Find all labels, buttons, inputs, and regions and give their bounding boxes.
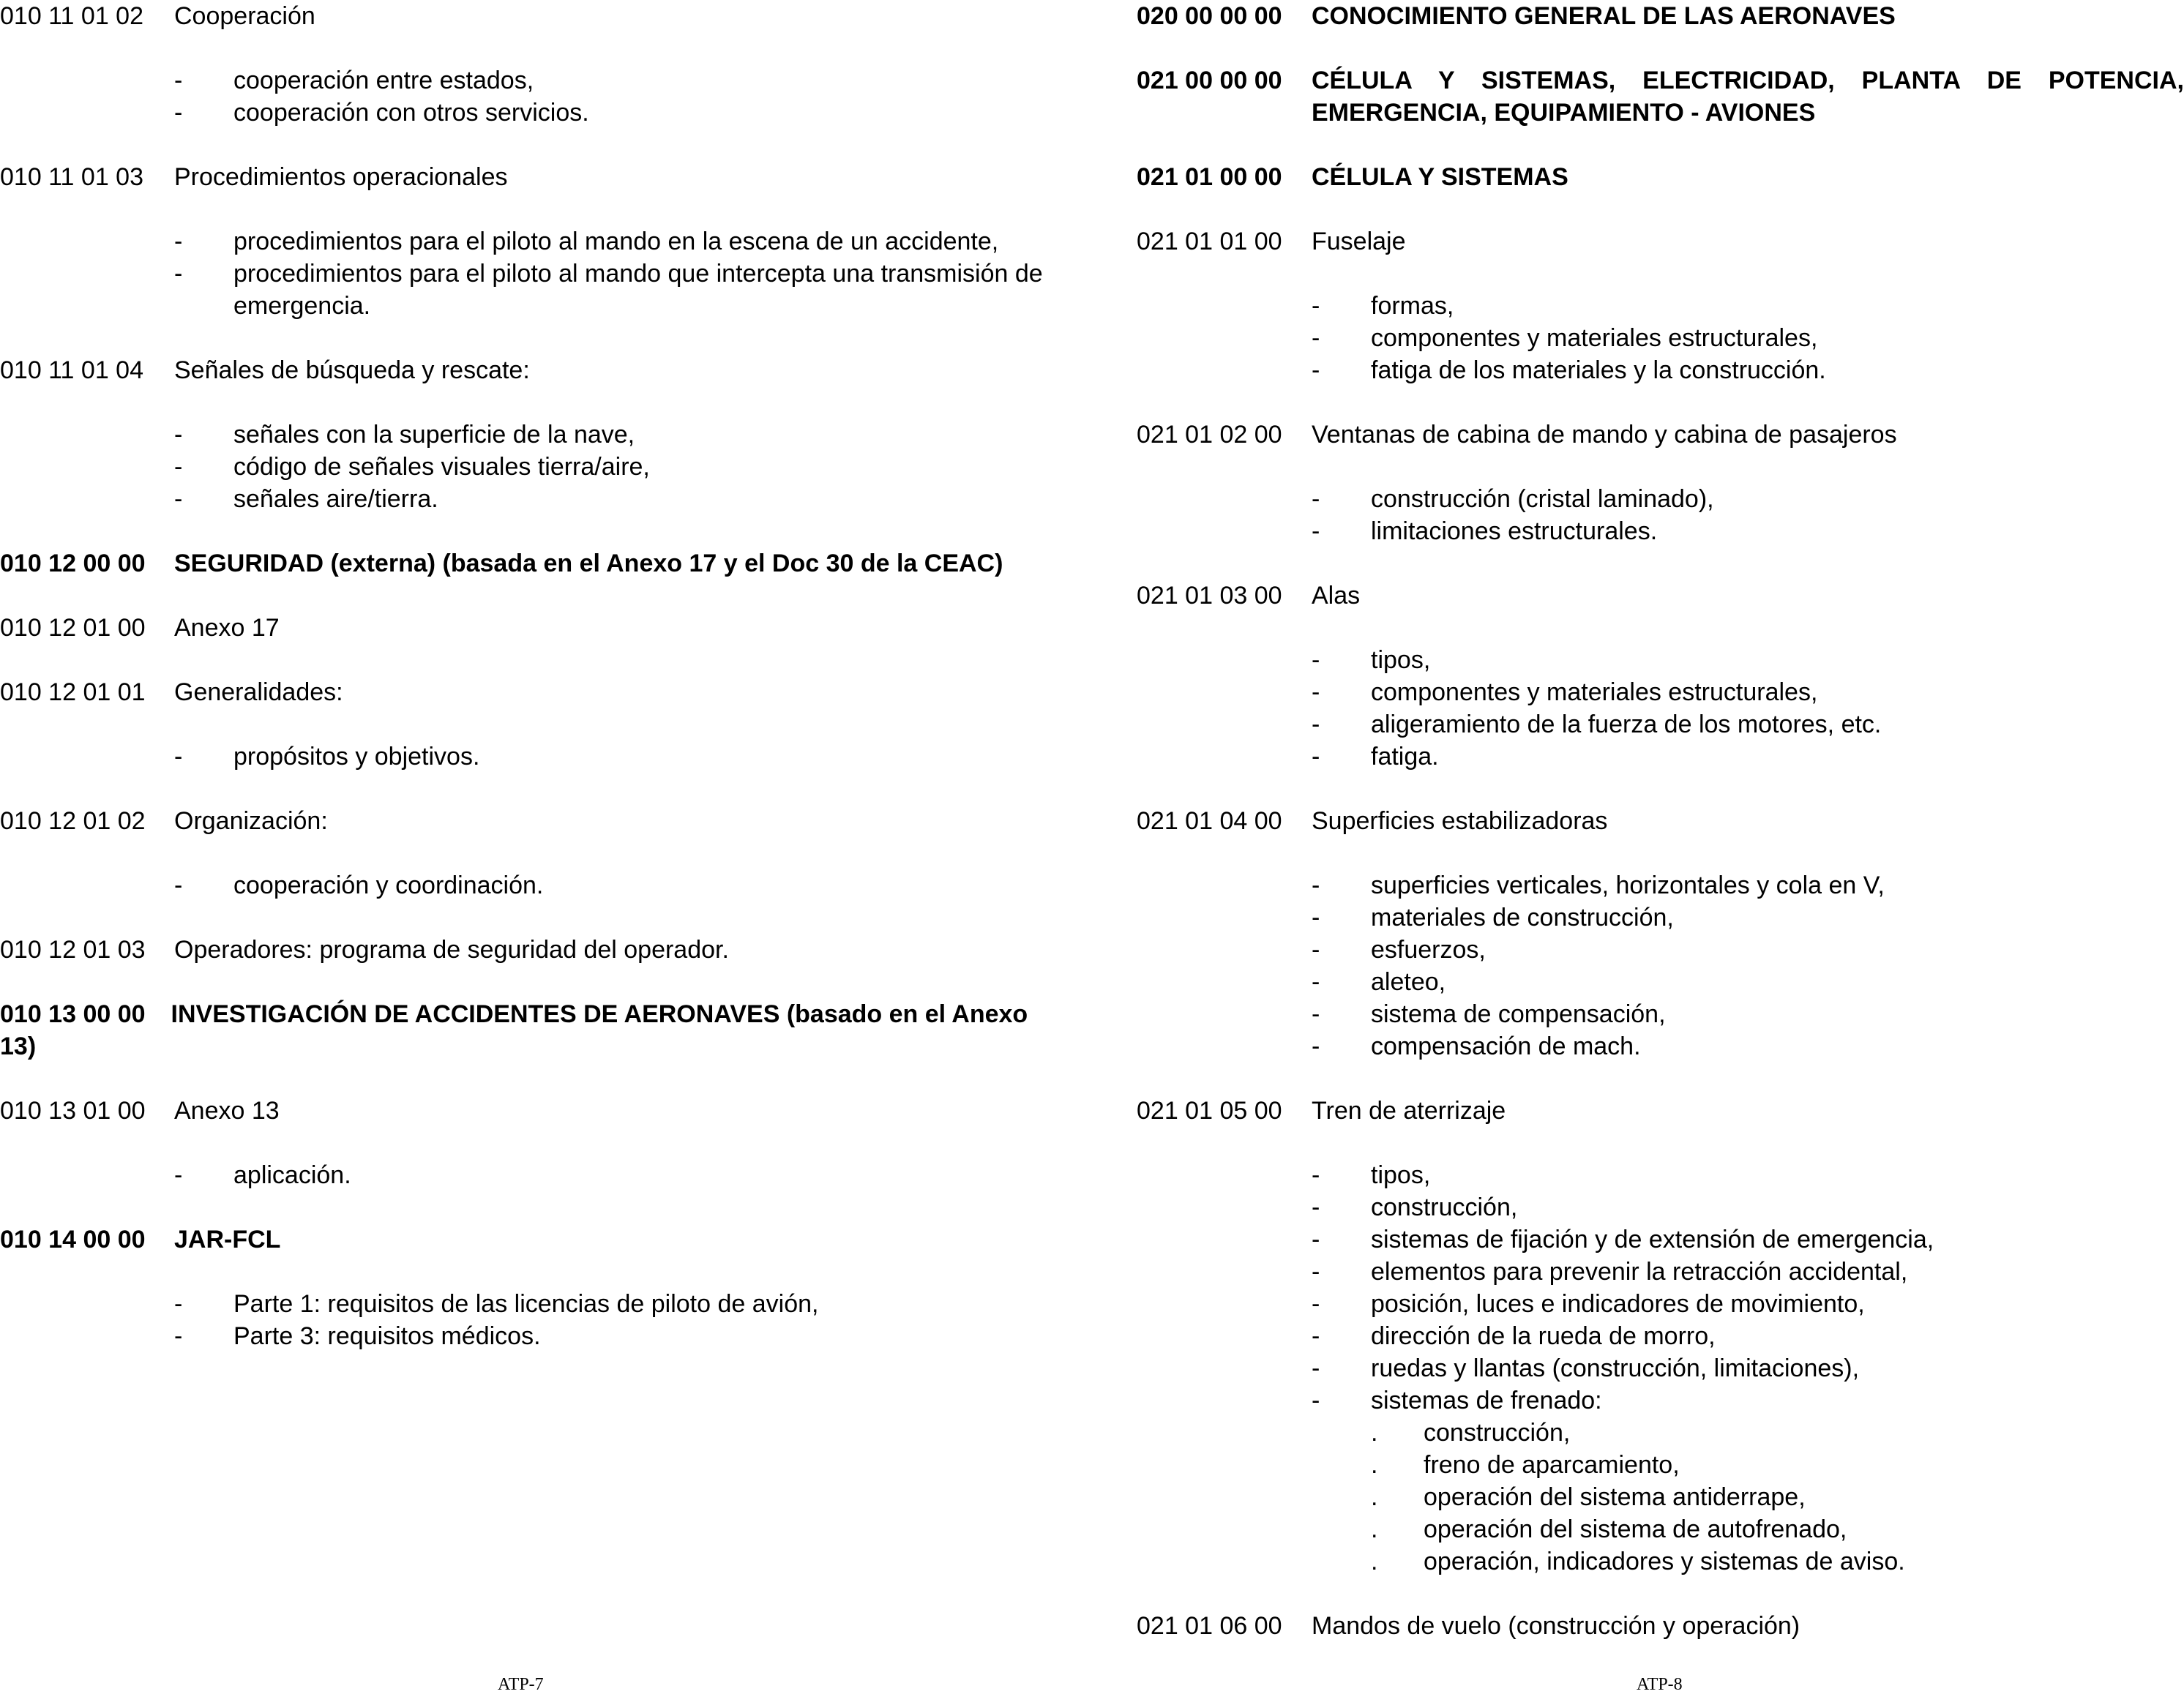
bullet-list [1137,483,2184,547]
sub-list-item [1137,1449,2184,1481]
section-heading [1137,419,2184,451]
section-code: 010 13 00 00 [0,1000,146,1028]
dash-marker: - [1312,292,1320,320]
bullet-list [1137,1159,2184,1578]
bullet-list [0,225,1054,322]
section [0,1223,1054,1352]
list-item [0,97,1054,129]
list-item [1137,1384,2184,1417]
sub-list-item-text: freno de aparcamiento, [1424,1451,1680,1479]
bullet-list [0,1159,1054,1191]
bullet-list [1137,644,2184,773]
section-heading [0,354,1054,386]
list-item [0,451,1054,483]
section-title: CÉLULA Y SISTEMAS [1312,163,1568,191]
dash-marker: - [1312,485,1320,513]
dash-marker: - [1312,1258,1320,1286]
bullet-list [0,741,1054,773]
section-heading [0,676,1054,708]
dash-marker: - [1312,324,1320,352]
section [0,612,1054,644]
section-code: 010 12 01 02 [0,807,146,835]
sub-list-item [1137,1545,2184,1578]
list-item-text: Parte 1: requisitos de las licencias de piloto de avión, [233,1290,819,1318]
list-item [1137,644,2184,676]
section-title: CÉLULA Y SISTEMAS, ELECTRICIDAD, PLANTA DE POTENCIA, EMERGENCIA, EQUIPAMIENTO - AVIONES [1312,67,2184,127]
dash-marker: - [174,1161,183,1189]
dot-marker: . [1371,1548,1378,1575]
list-item-text: componentes y materiales estructurales, [1371,678,1818,706]
section [0,0,1054,129]
list-item [1137,1256,2184,1288]
section-title: Operadores: programa de seguridad del operador. [174,936,729,964]
section-heading [1137,225,2184,258]
list-item-text: fatiga. [1371,743,1439,771]
section-title: Mandos de vuelo (construcción y operación) [1312,1612,1800,1640]
list-item-text: esfuerzos, [1371,936,1486,964]
list-item [1137,322,2184,354]
bullet-list [1137,869,2184,1063]
section-code: 021 00 00 00 [1137,67,1282,94]
list-item-text: fatiga de los materiales y la construcción. [1371,356,1826,384]
section-title: Anexo 17 [174,614,280,642]
dash-marker: - [174,485,183,513]
section-code: 010 12 01 03 [0,936,146,964]
dash-marker: - [1312,1226,1320,1253]
section-title: Organización: [174,807,328,835]
list-item [1137,483,2184,515]
section-title: Tren de aterrizaje [1312,1097,1506,1125]
dash-marker: - [1312,678,1320,706]
bullet-list [0,1288,1054,1352]
section-code: 010 13 01 00 [0,1097,146,1125]
section [1137,0,2184,32]
dash-marker: - [174,99,183,127]
list-item [1137,741,2184,773]
list-item [1137,1159,2184,1191]
list-item-text: sistemas de frenado: [1371,1387,1602,1414]
dash-marker: - [174,67,183,94]
dash-marker: - [1312,356,1320,384]
list-item-text: tipos, [1371,1161,1431,1189]
section-code: 010 12 01 00 [0,614,146,642]
section [1137,419,2184,547]
section-heading [0,998,1054,1063]
sub-list-item [1137,1417,2184,1449]
section [1137,1095,2184,1578]
list-item [1137,1352,2184,1384]
dash-marker: - [174,453,183,481]
section [0,547,1054,580]
list-item [1137,869,2184,902]
left-page [0,0,1054,1384]
list-item-text: aligeramiento de la fuerza de los motores, etc. [1371,711,1882,738]
section-code: 010 14 00 00 [0,1226,146,1253]
dash-marker: - [174,743,183,771]
list-item-text: sistema de compensación, [1371,1000,1666,1028]
section-code: 010 11 01 03 [0,163,143,191]
list-item-text: limitaciones estructurales. [1371,517,1658,545]
section-code: 021 01 00 00 [1137,163,1282,191]
dash-marker: - [1312,1000,1320,1028]
list-item [1137,1191,2184,1223]
section [1137,225,2184,386]
list-item-text: construcción (cristal laminado), [1371,485,1714,513]
list-item-text: sistemas de fijación y de extensión de emergencia, [1371,1226,1934,1253]
section [1137,805,2184,1063]
section [0,934,1054,966]
section-title: Cooperación [174,2,315,30]
list-item [0,258,1054,322]
list-item-text: elementos para prevenir la retracción accidental, [1371,1258,1908,1286]
list-item [0,64,1054,97]
section-heading [1137,805,2184,837]
list-item-text: dirección de la rueda de morro, [1371,1322,1716,1350]
list-item [0,419,1054,451]
dot-marker: . [1371,1451,1378,1479]
list-item [1137,902,2184,934]
list-item [0,1288,1054,1320]
list-item-text: posición, luces e indicadores de movimiento, [1371,1290,1865,1318]
bullet-list [1137,290,2184,386]
list-item [1137,354,2184,386]
dash-marker: - [1312,711,1320,738]
list-item-text: código de señales visuales tierra/aire, [233,453,650,481]
sub-list-item-text: operación, indicadores y sistemas de aviso. [1424,1548,1905,1575]
dash-marker: - [174,421,183,449]
section-code: 021 01 04 00 [1137,807,1282,835]
list-item-text: ruedas y llantas (construcción, limitaciones), [1371,1354,1860,1382]
section-title: Fuselaje [1312,228,1406,255]
list-item [1137,966,2184,998]
dash-marker: - [174,872,183,899]
section [0,354,1054,515]
dash-marker: - [1312,646,1320,674]
dash-marker: - [1312,1322,1320,1350]
section-title: CONOCIMIENTO GENERAL DE LAS AERONAVES [1312,2,1896,30]
dash-marker: - [174,1322,183,1350]
section-title: Anexo 13 [174,1097,280,1125]
section-code: 020 00 00 00 [1137,2,1282,30]
list-item-text: procedimientos para el piloto al mando que intercepta una transmisión de emergencia. [233,260,1043,320]
bullet-list [0,419,1054,515]
dash-marker: - [1312,1032,1320,1060]
section-code: 021 01 03 00 [1137,582,1282,610]
dash-marker: - [1312,936,1320,964]
section [1137,580,2184,773]
sub-list-item-text: construcción, [1424,1419,1571,1447]
list-item [0,1159,1054,1191]
dash-marker: - [1312,517,1320,545]
list-item-text: cooperación con otros servicios. [233,99,589,127]
list-item-text: aleteo, [1371,968,1446,996]
list-item [1137,934,2184,966]
section-heading [0,805,1054,837]
section-heading [0,161,1054,193]
section-heading [0,1223,1054,1256]
list-item [1137,1223,2184,1256]
list-item-text: señales con la superficie de la nave, [233,421,635,449]
list-item-text: señales aire/tierra. [233,485,438,513]
section-heading [0,1095,1054,1127]
dash-marker: - [174,228,183,255]
list-item [1137,1030,2184,1063]
list-item-text: compensación de mach. [1371,1032,1641,1060]
section-code: 021 01 01 00 [1137,228,1282,255]
dot-marker: . [1371,1515,1378,1543]
dash-marker: - [1312,1193,1320,1221]
section-heading [1137,1610,2184,1642]
section [1137,1610,2184,1642]
list-item-text: cooperación y coordinación. [233,872,544,899]
dash-marker: - [174,260,183,288]
dot-marker: . [1371,1483,1378,1511]
list-item-text: procedimientos para el piloto al mando en la escena de un accidente, [233,228,999,255]
list-item [1137,1288,2184,1320]
section-title: Señales de búsqueda y rescate: [174,356,530,384]
section-code: 010 11 01 04 [0,356,143,384]
dash-marker: - [1312,872,1320,899]
section-title: Ventanas de cabina de mando y cabina de pasajeros [1312,421,1897,449]
section-title: Superficies estabilizadoras [1312,807,1608,835]
section-heading [1137,0,2184,32]
section-heading [1137,580,2184,612]
sub-list-item [1137,1513,2184,1545]
dot-marker: . [1371,1419,1378,1447]
section-heading [1137,161,2184,193]
section [0,1095,1054,1191]
dash-marker: - [1312,1161,1320,1189]
dash-marker: - [1312,1387,1320,1414]
list-item-text: componentes y materiales estructurales, [1371,324,1818,352]
dash-marker: - [174,1290,183,1318]
section-heading [1137,1095,2184,1127]
page-number-left: ATP-7 [498,1675,544,1694]
section [0,998,1054,1063]
section-code: 021 01 05 00 [1137,1097,1282,1125]
list-item-text: propósitos y objetivos. [233,743,480,771]
section-code: 021 01 02 00 [1137,421,1282,449]
section [0,161,1054,322]
section-code: 010 12 00 00 [0,550,146,577]
section-heading [0,0,1054,32]
section-heading [0,934,1054,966]
list-item-text: superficies verticales, horizontales y cola en V, [1371,872,1885,899]
section [0,676,1054,773]
list-item-text: Parte 3: requisitos médicos. [233,1322,541,1350]
section-heading [0,612,1054,644]
section [0,805,1054,902]
dash-marker: - [1312,968,1320,996]
list-item [1137,290,2184,322]
list-item [0,1320,1054,1352]
list-item [1137,676,2184,708]
section-heading [1137,64,2184,129]
section-title: Procedimientos operacionales [174,163,508,191]
list-item-text: aplicación. [233,1161,351,1189]
section-code: 010 11 01 02 [0,2,143,30]
dash-marker: - [1312,1354,1320,1382]
list-item-text: tipos, [1371,646,1431,674]
section [1137,64,2184,129]
section-code: 021 01 06 00 [1137,1612,1282,1640]
dash-marker: - [1312,904,1320,932]
section-title: Alas [1312,582,1361,610]
sub-list-item-text: operación del sistema antiderrape, [1424,1483,1806,1511]
list-item [1137,708,2184,741]
bullet-list [0,64,1054,129]
list-item [0,483,1054,515]
list-item [0,225,1054,258]
list-item-text: formas, [1371,292,1454,320]
dash-marker: - [1312,743,1320,771]
page-number-right: ATP-8 [1637,1675,1683,1694]
sub-list-item [1137,1481,2184,1513]
section-title: Generalidades: [174,678,343,706]
section-title: SEGURIDAD (externa) (basada en el Anexo 17 y el Doc 30 de la CEAC) [174,550,1003,577]
list-item [1137,1320,2184,1352]
list-item-text: materiales de construcción, [1371,904,1674,932]
section-heading [0,547,1054,580]
list-item-text: cooperación entre estados, [233,67,534,94]
section-title: JAR-FCL [174,1226,281,1253]
dash-marker: - [1312,1290,1320,1318]
list-item [0,741,1054,773]
section-code: 010 12 01 01 [0,678,146,706]
section-title: INVESTIGACIÓN DE ACCIDENTES DE AERONAVES (basado en el Anexo 13) [0,1000,1028,1060]
section [1137,161,2184,193]
list-item [0,869,1054,902]
list-item [1137,998,2184,1030]
list-item [1137,515,2184,547]
sub-list-item-text: operación del sistema de autofrenado, [1424,1515,1847,1543]
bullet-list [0,869,1054,902]
list-item-text: construcción, [1371,1193,1518,1221]
right-page [1137,0,2184,1674]
